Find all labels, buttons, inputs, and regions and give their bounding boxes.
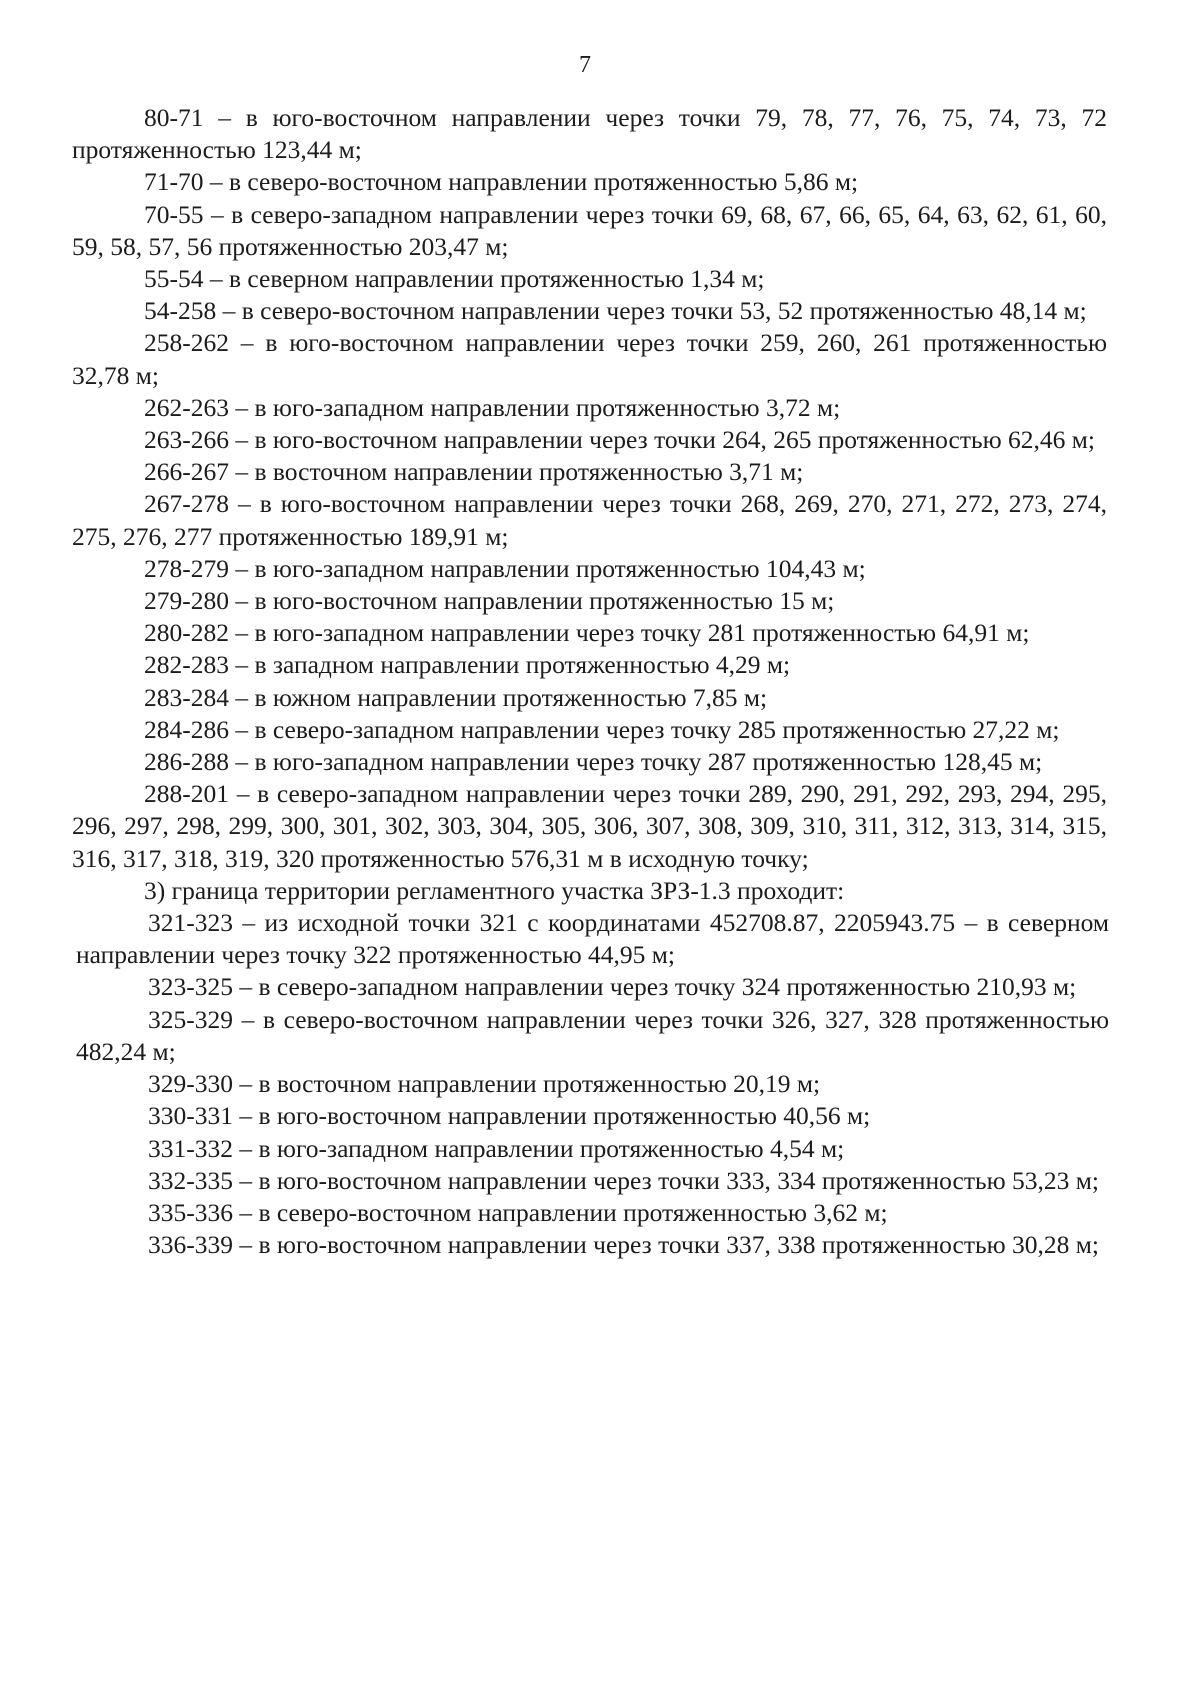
boundary-segment-286-288: 286-288 – в юго-западном направлении через точку 287 протяженностью 128,45 м; — [144, 747, 1043, 777]
boundary-segment-267-278: 267-278 – в юго-восточном направлении через точки 268, 269, 270, 271, 272, 273, 274, 275, 276, 277 протяженностью 189,91 м; — [72, 489, 1107, 551]
boundary-segment-325-329: 325-329 – в северо-восточном направлении через точки 326, 327, 328 протяженностью 482,24 м; — [76, 1004, 1109, 1066]
boundary-segment-71-70: 71-70 – в северо-восточном направлении протяженностью 5,86 м; — [144, 167, 859, 197]
boundary-segment-80-71: 80-71 – в юго-восточном направлении через точки 79, 78, 77, 76, 75, 74, 73, 72 протяженностью 123,44 м; — [72, 103, 1107, 165]
boundary-segment-335-336: 335-336 – в северо-восточном направлении протяженностью 3,62 м; — [148, 1197, 888, 1227]
boundary-segment-336-339: 336-339 – в юго-восточном направлении через точки 337, 338 протяженностью 30,28 м; — [148, 1230, 1099, 1260]
boundary-segment-266-267: 266-267 – в восточном направлении протяженностью 3,71 м; — [144, 457, 804, 487]
boundary-segment-288-201: 288-201 – в северо-западном направлении через точки 289, 290, 291, 292, 293, 294, 295, 296, 297, 298, 299, 300, 301, 302, 303, 304, 305, 306, 307, 308, 309, 310, 311, 312, 313, 314, 315, 316, 317, 318, 319, 320 протяженностью 576,31 м в исходную точку; — [72, 779, 1107, 873]
boundary-segment-54-258: 54-258 – в северо-восточном направлении через точки 53, 52 протяженностью 48,14 м; — [144, 296, 1087, 326]
boundary-segment-262-263: 262-263 – в юго-западном направлении протяженностью 3,72 м; — [144, 392, 841, 422]
zrz-1-3-segments — [76, 907, 1109, 1261]
boundary-segment-329-330: 329-330 – в восточном направлении протяженностью 20,19 м; — [148, 1069, 821, 1099]
boundary-segment-284-286: 284-286 – в северо-западном направлении через точку 285 протяженностью 27,22 м; — [144, 714, 1060, 744]
boundary-segment-332-335: 332-335 – в юго-восточном направлении через точки 333, 334 протяженностью 53,23 м; — [148, 1165, 1099, 1195]
page-number: 7 — [579, 52, 591, 78]
boundary-segment-70-55: 70-55 – в северо-западном направлении через точки 69, 68, 67, 66, 65, 64, 63, 62, 61, 60, 59, 58, 57, 56 протяженностью 203,47 м; — [72, 199, 1107, 261]
boundary-segment-280-282: 280-282 – в юго-западном направлении через точку 281 протяженностью 64,91 м; — [144, 618, 1030, 648]
boundary-segment-283-284: 283-284 – в южном направлении протяженностью 7,85 м; — [144, 682, 768, 712]
boundary-segment-331-332: 331-332 – в юго-западном направлении протяженностью 4,54 м; — [148, 1133, 845, 1163]
section-heading-zrz-1-3: 3) граница территории регламентного участка ЗРЗ-1.3 проходит: — [144, 875, 845, 905]
boundary-segment-278-279: 278-279 – в юго-западном направлении протяженностью 104,43 м; — [144, 553, 866, 583]
boundary-segment-258-262: 258-262 – в юго-восточном направлении через точки 259, 260, 261 протяженностью 32,78 м; — [72, 328, 1107, 390]
boundary-segment-282-283: 282-283 – в западном направлении протяженностью 4,29 м; — [144, 650, 791, 680]
boundary-segment-263-266: 263-266 – в юго-восточном направлении через точки 264, 265 протяженностью 62,46 м; — [144, 425, 1095, 455]
boundary-segment-321-323: 321-323 – из исходной точки 321 с координатами 452708.87, 2205943.75 – в северном направлении через точку 322 протяженностью 44,95 м; — [76, 908, 1109, 970]
boundary-segment-330-331: 330-331 – в юго-восточном направлении протяженностью 40,56 м; — [148, 1101, 871, 1131]
document-body — [72, 102, 1107, 1261]
boundary-segment-323-325: 323-325 – в северо-западном направлении через точку 324 протяженностью 210,93 м; — [148, 972, 1077, 1002]
boundary-segment-279-280: 279-280 – в юго-восточном направлении протяженностью 15 м; — [144, 586, 835, 616]
boundary-segment-55-54: 55-54 – в северном направлении протяженностью 1,34 м; — [144, 264, 765, 294]
